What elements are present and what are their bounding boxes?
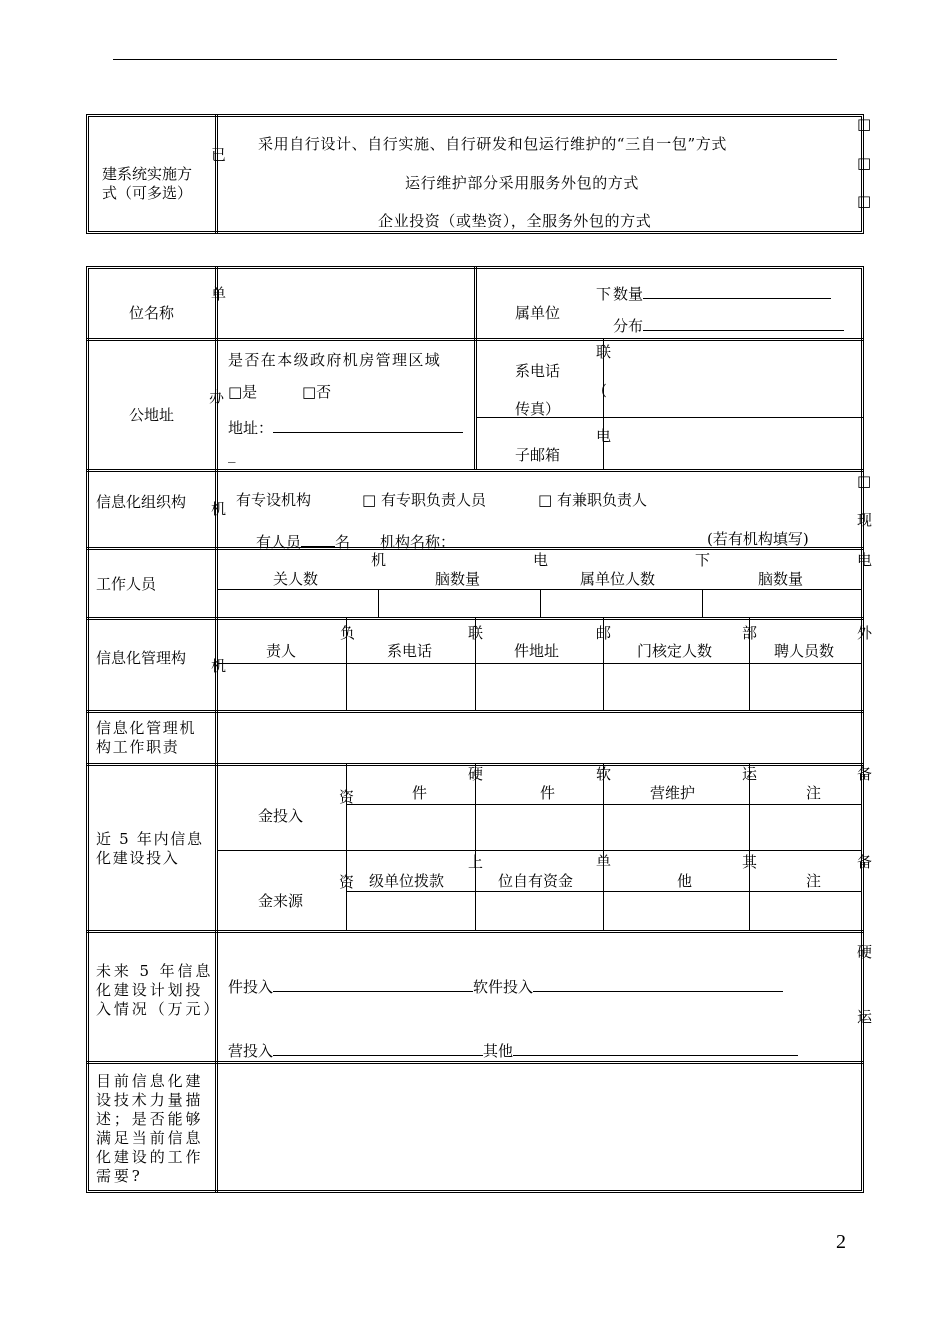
phone-sub-label: 传真） — [515, 400, 561, 418]
org-opt-dedicated[interactable]: 有专设机构 — [236, 491, 312, 509]
staff-cell-2[interactable] — [380, 592, 538, 615]
staff-head-3: 属单位人数 — [580, 570, 656, 588]
mgmt-head-5: 聘人员数 — [774, 642, 835, 660]
org-prefix: 机 — [211, 500, 227, 518]
staff-head-prefix-1: 机 — [371, 551, 387, 569]
fund-in-head-1: 件 — [412, 784, 428, 802]
staff-head-prefix-2: 电 — [533, 551, 549, 569]
org-right-checkbox[interactable]: □ — [857, 472, 872, 490]
org-name-label: 机构名称： — [380, 533, 456, 551]
mgmt-head-4: 门核定人数 — [637, 642, 713, 660]
org-opt-parttime[interactable]: □ 有兼职负责人 — [538, 491, 647, 509]
mgmt-cell-2[interactable] — [348, 666, 473, 708]
plan-other-field[interactable] — [513, 1041, 798, 1056]
plan-sw-label: 软件投入 — [473, 978, 534, 996]
org-name-note: (若有机构填写) — [707, 530, 809, 548]
fund-in-prefix: 资 — [339, 788, 355, 806]
mgmt-head-2: 系电话 — [387, 642, 433, 660]
staff-head-1: 关人数 — [273, 570, 319, 588]
office-yes-checkbox[interactable]: □是 — [228, 383, 258, 401]
office-address-tail: _ — [228, 445, 236, 463]
impl-checkbox-2[interactable]: □ — [857, 154, 872, 172]
mgmt-head-prefix-1: 负 — [340, 624, 356, 642]
mgmt-prefix: 机 — [211, 657, 227, 675]
org-staff-pre: 有人员 — [256, 533, 302, 551]
mgmt-head-prefix-4: 部 — [742, 624, 758, 642]
impl-label: 建系统实施方式（可多选） — [102, 165, 193, 202]
tech-field[interactable] — [220, 1065, 860, 1189]
mgmt-head-prefix-3: 邮 — [596, 624, 612, 642]
plan-hw-field[interactable] — [273, 977, 473, 992]
unit-name-field[interactable] — [220, 270, 470, 336]
mgmt-head-3: 件地址 — [514, 642, 560, 660]
fund-in-head-2: 件 — [540, 784, 556, 802]
page-number: 2 — [836, 1231, 846, 1253]
phone-paren: ( — [601, 381, 607, 399]
impl-option-2: 运行维护部分采用服务外包的方式 — [405, 174, 640, 192]
email-field[interactable] — [606, 420, 860, 466]
plan-ops-label: 营投入 — [228, 1042, 274, 1060]
fund-in-head-3: 营维护 — [650, 784, 696, 802]
duty-label: 信息化管理机构工作职责 — [96, 719, 197, 756]
fund-src-head-4: 注 — [806, 872, 822, 890]
staff-head-4: 脑数量 — [758, 570, 804, 588]
fund-src-head-prefix-1: 上 — [468, 853, 484, 871]
org-label: 信息化组织构 — [96, 493, 187, 511]
invest-label: 近 5 年内信息化建设投入 — [96, 830, 204, 867]
office-no-checkbox[interactable]: □否 — [302, 383, 332, 401]
mgmt-head-prefix-5: 外 — [857, 624, 873, 642]
staff-cell-4[interactable] — [704, 592, 860, 615]
sub-unit-dist-field[interactable] — [643, 316, 844, 331]
fund-src-label: 金来源 — [258, 892, 304, 910]
fund-src-head-prefix-2: 单 — [596, 853, 612, 871]
office-address-label: 地址： — [228, 419, 274, 437]
office-prefix: 办 — [209, 388, 225, 406]
plan-other-label: 其他 — [483, 1042, 514, 1060]
org-opt-fulltime[interactable]: □ 有专职负责人员 — [362, 491, 486, 509]
fund-src-cell-1[interactable] — [348, 894, 473, 928]
fund-in-cell-3[interactable] — [605, 807, 747, 848]
staff-label: 工作人员 — [96, 575, 157, 593]
org-staff-post: 名 — [335, 533, 351, 551]
unit-name-label: 位名称 — [129, 304, 175, 322]
fund-src-prefix: 资 — [339, 873, 355, 891]
office-question: 是否在本级政府机房管理区域 — [228, 351, 442, 369]
sub-unit-count-label: 数量 — [613, 285, 644, 303]
sub-unit-label: 属单位 — [515, 304, 561, 322]
fund-src-cell-4[interactable] — [751, 894, 860, 928]
phone-prefix: 联 — [596, 343, 612, 361]
phone-label: 系电话 — [515, 362, 561, 380]
header-rule — [113, 59, 837, 60]
fund-src-cell-3[interactable] — [605, 894, 747, 928]
fund-in-head-prefix-4: 备 — [857, 765, 873, 783]
sub-unit-prefix: 下 — [596, 285, 612, 303]
plan-right-char-2: 运 — [857, 1008, 873, 1026]
org-staff-count-field[interactable] — [301, 532, 335, 547]
fund-in-cell-4[interactable] — [751, 807, 860, 848]
staff-cell-1[interactable] — [219, 592, 376, 615]
email-label: 子邮箱 — [515, 446, 561, 464]
phone-field[interactable] — [606, 342, 860, 414]
fund-in-cell-2[interactable] — [477, 807, 601, 848]
fund-in-head-4: 注 — [806, 784, 822, 802]
fund-in-cell-1[interactable] — [348, 807, 473, 848]
staff-head-2: 脑数量 — [435, 570, 481, 588]
email-prefix: 电 — [596, 427, 612, 445]
staff-head-prefix-3: 下 — [695, 551, 711, 569]
fund-in-head-prefix-1: 硬 — [468, 765, 484, 783]
fund-src-head-3: 他 — [677, 872, 693, 890]
staff-head-prefix-4: 电 — [857, 551, 873, 569]
mgmt-head-1: 责人 — [266, 642, 297, 660]
mgmt-cell-5[interactable] — [751, 666, 860, 708]
org-right-char: 现 — [857, 511, 873, 529]
plan-ops-field[interactable] — [273, 1041, 483, 1056]
mgmt-label: 信息化管理构 — [96, 649, 187, 667]
tech-label: 目前信息化建设技术力量描述；是否能够满足当前信息化建设的工作需要? — [96, 1072, 204, 1185]
mgmt-cell-1[interactable] — [220, 666, 344, 708]
office-label: 公地址 — [129, 406, 175, 424]
plan-label: 未来 5 年信息化建设计划投入情况（万元） — [96, 962, 222, 1018]
impl-option-3: 企业投资（或垫资），全服务外包的方式 — [378, 212, 652, 230]
plan-sw-field[interactable] — [533, 977, 783, 992]
fund-src-head-prefix-3: 其 — [742, 853, 758, 871]
sub-unit-count-field[interactable] — [643, 284, 831, 299]
impl-checkbox-3[interactable]: □ — [857, 192, 872, 210]
fund-src-head-2: 位自有资金 — [498, 872, 574, 890]
unit-name-prefix: 单 — [211, 285, 227, 303]
fund-src-head-1: 级单位拨款 — [369, 872, 445, 890]
impl-option-1: 采用自行设计、自行实施、自行研发和包运行维护的“三自一包”方式 — [258, 135, 727, 153]
plan-right-char-1: 硬 — [857, 943, 873, 961]
plan-hw-label: 件投入 — [228, 978, 274, 996]
fund-in-label: 金投入 — [258, 807, 304, 825]
fund-src-head-prefix-4: 备 — [857, 853, 873, 871]
fund-in-head-prefix-3: 运 — [742, 765, 758, 783]
sub-unit-dist-label: 分布 — [613, 317, 644, 335]
fund-src-cell-2[interactable] — [477, 894, 601, 928]
impl-stray-char: 已 — [211, 146, 227, 164]
fund-in-head-prefix-2: 软 — [596, 765, 612, 783]
mgmt-cell-4[interactable] — [605, 666, 747, 708]
impl-checkbox-1[interactable]: □ — [857, 115, 872, 133]
staff-cell-3[interactable] — [542, 592, 700, 615]
mgmt-head-prefix-2: 联 — [468, 624, 484, 642]
duty-field[interactable] — [220, 714, 860, 760]
mgmt-cell-3[interactable] — [477, 666, 601, 708]
office-address-field[interactable] — [273, 418, 463, 433]
